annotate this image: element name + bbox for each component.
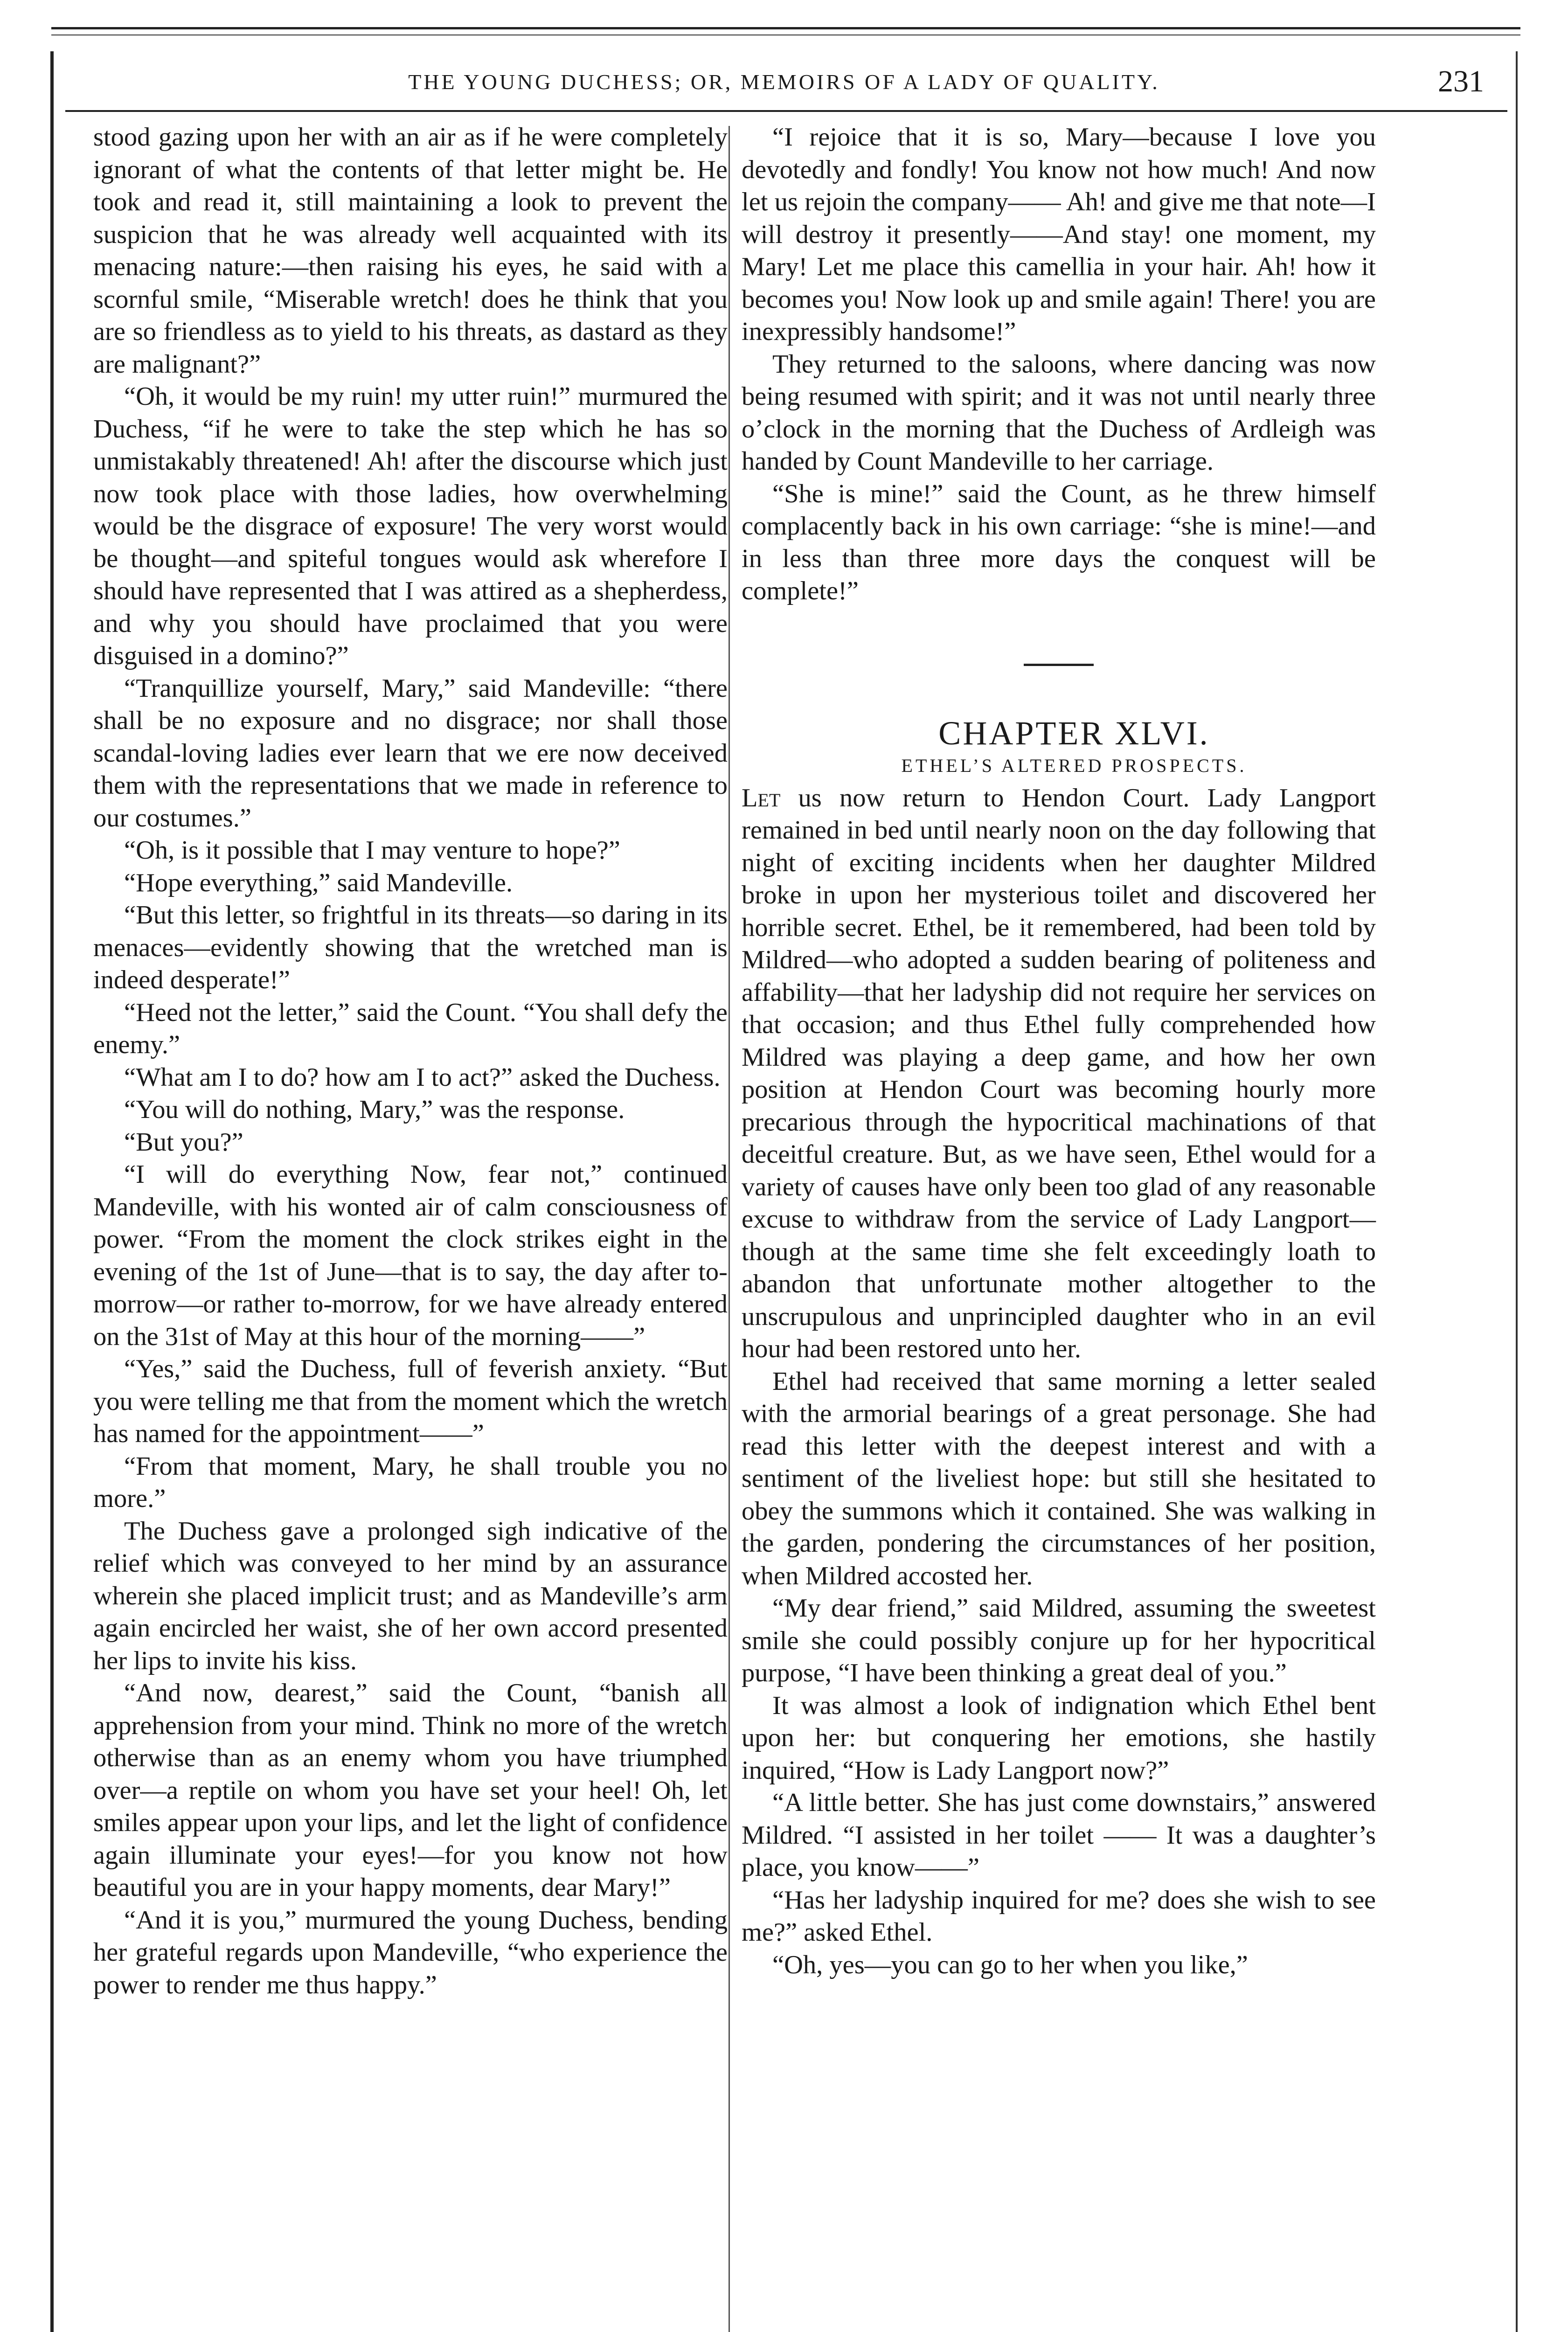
left-column [93, 121, 728, 2001]
paragraph: “But you?” [124, 1127, 243, 1157]
section-ornament [1024, 664, 1094, 666]
paragraph: “I will do everything Now, fear not,” continued Mandeville, with his wonted air of calm consciousness of power. “From the moment the clock strikes eight in the evening of the 1st of June—that is to say, the day after to-morrow—or rather to-morrow, for we have already entered on the 31st of May at this hour of the morning——” [93, 1160, 728, 1351]
paragraph: “What am I to do? how am I to act?” asked the Duchess. [124, 1062, 721, 1092]
chapter-subtitle: ETHEL’S ALTERED PROSPECTS. [901, 755, 1247, 776]
paragraph: stood gazing upon her with an air as if he were completely ignorant of what the contents of that letter might be. He took and read it, still maintaining a look to prevent the suspicion that he was already well acquainted with its menacing nature:—then raising his eyes, he said with a scornful smile, “Miserable wretch! does he think that you are so friendless as to yield to his threats, as dastard as they are malignant?” [93, 123, 728, 379]
paragraph: “From that moment, Mary, he shall trouble you no more.” [93, 1451, 728, 1513]
paragraph: “Oh, is it possible that I may venture to hope?” [124, 836, 620, 865]
paragraph: “She is mine!” said the Count, as he threw himself complacently back in his own carriage: “she is mine!—and in less than three more days the conquest will be complete!” [742, 479, 1376, 605]
right-margin-bar [1516, 51, 1518, 2332]
paragraph: “And now, dearest,” said the Count, “banish all apprehension from your mind. Think no more of the wretch otherwise than as an enemy whom you have triumphed over—a reptile on whom you have set your heel! Oh, let smiles appear upon your lips, and let the light of confidence again illuminate your eyes!—for you know not how beautiful you are in your happy moments, dear Mary!” [93, 1679, 728, 1902]
paragraph: “My dear friend,” said Mildred, assuming the sweetest smile she could possibly conjure up for her hypocritical purpose, “I have been thinking a great deal of you.” [742, 1594, 1376, 1687]
paragraph: “You will do nothing, Mary,” was the response. [124, 1095, 625, 1124]
chapter-lead-word: Let [742, 783, 781, 812]
right-column [742, 121, 1376, 1981]
top-border-rule [51, 27, 1520, 29]
page-header [65, 56, 1503, 107]
chapter-title: CHAPTER XLVI. [938, 714, 1210, 752]
column-divider [728, 126, 730, 2332]
chapter-first-paragraph-text: us now return to Hendon Court. Lady Langport remained in bed until nearly noon on the day following that night of exciting incidents when her daughter Mildred broke in upon her mysterious toilet and discovered her horrible secret. Ethel, be it remembered, had been told by Mildred—who adopted a sudden bearing of politeness and affability—that her ladyship did not require her services on that occasion; and thus Ethel fully comprehended how Mildred was playing a deep game, and how her own position at Hendon Court was becoming hourly more precarious through the hypocritical machinations of that deceitful creature. But, as we have seen, Ethel would for a variety of causes have only been too glad of any reasonable excuse to withdraw from the service of Lady Langport—though at the same time she felt exceedingly loath to abandon that unfortunate mother altogether to the unscrupulous and unprincipled daughter who in an evil hour had been restored unto her. [742, 783, 1376, 1363]
paragraph: “Heed not the letter,” said the Count. “You shall defy the enemy.” [93, 998, 728, 1059]
paragraph: “But this letter, so frightful in its threats—so daring in its menaces—evidently showing that the wretched man is indeed desperate!” [93, 901, 728, 994]
page-number: 231 [1438, 64, 1484, 98]
paragraph: “Oh, it would be my ruin! my utter ruin!” murmured the Duchess, “if he were to take the step which he has so unmistakably threatened! Ah! after the discourse which just now took place with those ladies, how overwhelming would be the disgrace of exposure! The very worst would be thought—and spiteful tongues would ask wherefore I should have represented that I was attired as a shepherdess, and why you should have proclaimed that you were disguised in a domino?” [93, 382, 728, 670]
paragraph: They returned to the saloons, where dancing was now being resumed with spirit; and it was not until nearly three o’clock in the morning that the Duchess of Ardleigh was handed by Count Mandeville to her carriage. [742, 349, 1376, 476]
paragraph: “A little better. She has just come downstairs,” answered Mildred. “I assisted in her toilet —— It was a daughter’s place, you know——” [742, 1788, 1376, 1882]
paragraph: “Has her ladyship inquired for me? does she wish to see me?” asked Ethel. [742, 1885, 1376, 1947]
left-margin-bar [50, 51, 54, 2332]
paragraph: It was almost a look of indignation which Ethel bent upon her: but conquering her emotions, she hastily inquired, “How is Lady Langport now?” [742, 1691, 1376, 1785]
paragraph: “Tranquillize yourself, Mary,” said Mandeville: “there shall be no exposure and no disgrace; nor shall those scandal-loving ladies ever learn that we ere now deceived them with the representations that we made in reference to our costumes.” [93, 673, 728, 833]
paragraph: “I rejoice that it is so, Mary—because I love you devotedly and fondly! You know not how much! And now let us rejoin the company—— Ah! and give me that note—I will destroy it presently——And stay! one moment, my Mary! Let me place this camellia in your hair. Ah! how it becomes you! Now look up and smile again! There! you are inexpressibly handsome!” [742, 123, 1376, 346]
paragraph: “Oh, yes—you can go to her when you like,” [772, 1950, 1248, 1979]
header-rule [65, 110, 1507, 112]
paragraph: “And it is you,” murmured the young Duchess, bending her grateful regards upon Mandeville, “who experience the power to render me thus happy.” [93, 1905, 728, 1999]
chapter-first-paragraph [742, 782, 1376, 1366]
paragraph: “Yes,” said the Duchess, full of feverish anxiety. “But you were telling me that from the moment which the wretch has named for the appointment——” [93, 1354, 728, 1448]
paragraph: Ethel had received that same morning a letter sealed with the armorial bearings of a great personage. She had read this letter with the deepest interest and with a sentiment of the liveliest hope: but still she hesitated to obey the summons which it contained. She was walking in the garden, pondering the circumstances of her position, when Mildred accosted her. [742, 1367, 1376, 1590]
paragraph: “Hope everything,” said Mandeville. [124, 868, 513, 897]
running-title: THE YOUNG DUCHESS; OR, MEMOIRS OF A LADY OF QUALITY. [408, 69, 1160, 94]
paragraph: The Duchess gave a prolonged sigh indicative of the relief which was conveyed to her mind by an assurance wherein she placed implicit trust; and as Mandeville’s arm again encircled her waist, she of her own accord presented her lips to invite his kiss. [93, 1516, 728, 1675]
